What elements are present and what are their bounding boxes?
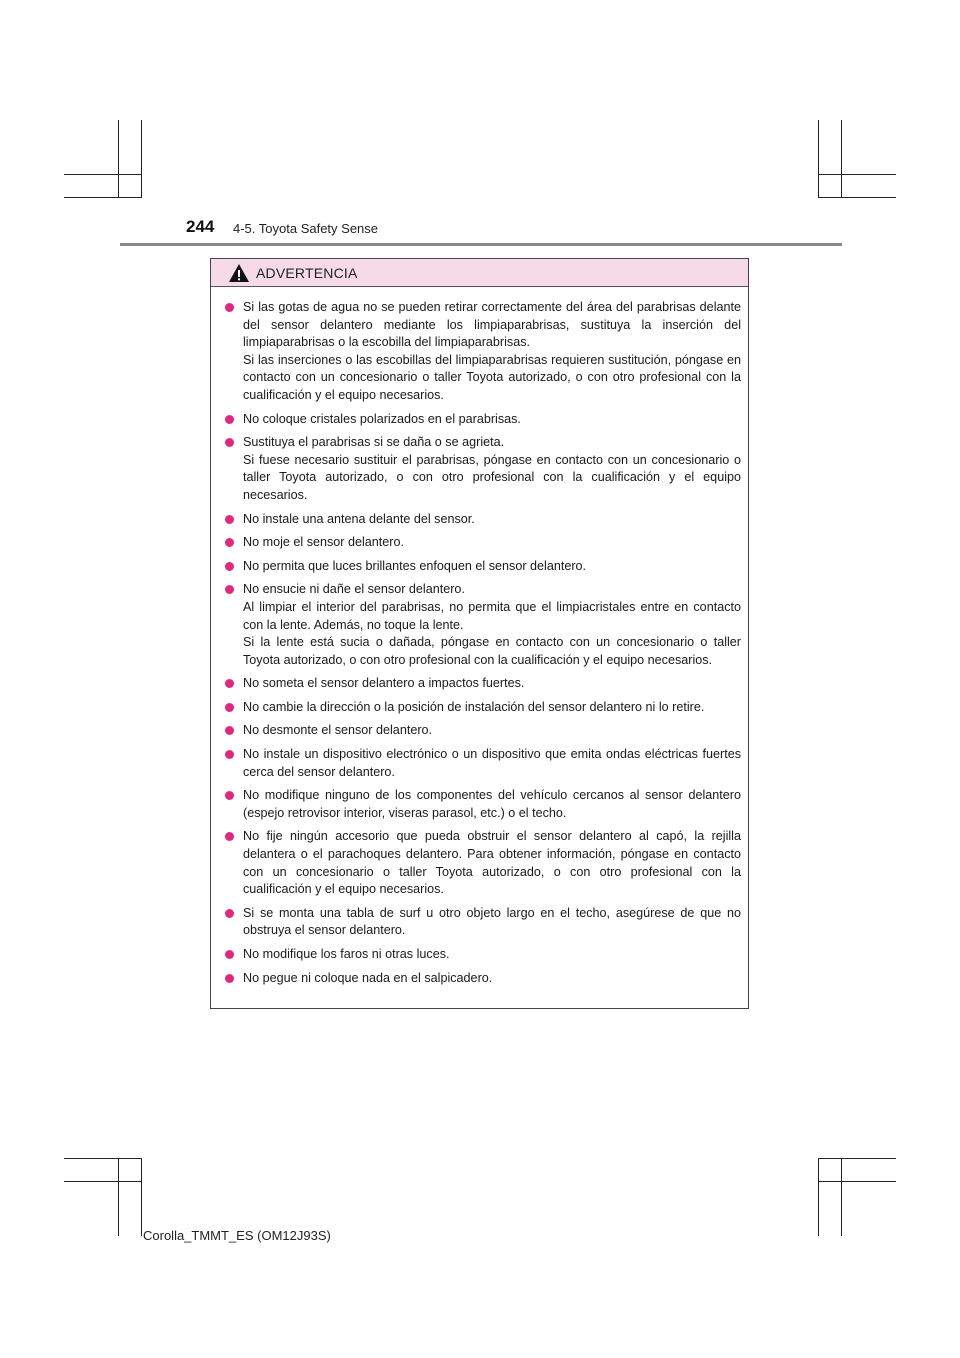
bullet-icon (225, 303, 234, 312)
warning-item (223, 581, 741, 669)
warning-item (223, 787, 741, 822)
document-id: Corolla_TMMT_ES (OM12J93S) (143, 1228, 331, 1243)
bullet-icon (225, 703, 234, 712)
crop-mark (818, 1181, 896, 1182)
warning-item (223, 970, 741, 988)
warning-item-text: No modifique los faros ni otras luces. (243, 947, 450, 961)
crop-mark (141, 120, 142, 198)
crop-mark (841, 1158, 842, 1236)
bullet-icon (225, 538, 234, 547)
warning-item-text: Si se monta una tabla de surf u otro objeto largo en el techo, asegúrese de que no obstruya el sensor delantero. (243, 905, 741, 938)
warning-list (211, 287, 748, 987)
warning-item-text: No cambie la dirección o la posición de instalación del sensor delantero ni lo retire. (243, 699, 705, 714)
warning-triangle-icon (228, 263, 250, 283)
warning-item (223, 434, 741, 504)
warning-item (223, 411, 741, 429)
bullet-icon (225, 726, 234, 735)
warning-title: ADVERTENCIA (256, 264, 358, 281)
warning-item-text: No moje el sensor delantero. (243, 535, 405, 550)
bullet-icon (225, 832, 234, 841)
bullet-icon (225, 415, 234, 424)
warning-item (223, 746, 741, 781)
warning-item (223, 534, 741, 552)
warning-item (223, 511, 741, 529)
crop-mark (818, 174, 896, 175)
warning-item (223, 558, 741, 576)
bullet-icon (225, 679, 234, 688)
warning-item-text: No pegue ni coloque nada en el salpicadero. (243, 970, 493, 985)
warning-item-text: No desmonte el sensor delantero. (243, 723, 433, 738)
warning-item-text: No permita que luces brillantes enfoquen el sensor delantero. (243, 558, 587, 573)
crop-mark (118, 1158, 119, 1236)
crop-mark (64, 1181, 142, 1182)
warning-header (211, 259, 748, 287)
warning-item-text: No instale una antena delante del sensor. (243, 511, 475, 526)
warning-item-text: No fije ningún accesorio que pueda obstruir el sensor delantero al capó, la rejilla delantera o el parachoques delantero. Para obtener información, póngase en contacto con un concesionario o taller Toyota autorizado, o con otro profesional con la cualificación y el equipo necesarios. (243, 829, 741, 897)
warning-item-text: Si la lente está sucia o dañada, póngase en contacto con un concesionario o taller Toyota autorizado, o con otro profesional con la cualificación y el equipo necesarios. (243, 635, 741, 667)
warning-item-text: No modifique ninguno de los componentes del vehículo cercanos al sensor delantero (espejo retrovisor interior, viseras parasol, etc.) o el techo. (243, 788, 741, 820)
warning-item-text: Si fuese necesario sustituir el parabrisas, póngase en contacto con un concesionario o taller Toyota autorizado, o con otro profesional con la cualificación y el equipo necesarios. (243, 452, 741, 502)
crop-mark (64, 197, 142, 198)
bullet-icon (225, 750, 234, 759)
warning-item (223, 722, 741, 740)
crop-mark (64, 174, 142, 175)
bullet-icon (225, 791, 234, 800)
warning-item-text: No ensucie ni dañe el sensor delantero. (243, 582, 465, 597)
warning-item-text: No someta el sensor delantero a impactos fuertes. (243, 676, 525, 691)
crop-mark (141, 1158, 142, 1236)
warning-item-text: Sustituya el parabrisas si se daña o se agrieta. (243, 435, 505, 450)
crop-mark (818, 197, 896, 198)
warning-item-text: Al limpiar el interior del parabrisas, no permita que el limpiacristales entre en contacto con la lente. Además, no toque la lente. (243, 599, 741, 632)
warning-item-text: Si las gotas de agua no se pueden retirar correctamente del área del parabrisas delante del sensor delantero mediante los limpiaparabrisas, sustituya la inserción del limpiaparabrisas o la escobilla del limpiaparabrisas. (243, 300, 741, 350)
crop-mark (64, 1158, 142, 1159)
warning-item (223, 675, 741, 693)
bullet-icon (225, 585, 234, 594)
bullet-icon (225, 562, 234, 571)
warning-item-text: No instale un dispositivo electrónico o un dispositivo que emita ondas eléctricas fuertes cerca del sensor delantero. (243, 747, 741, 779)
bullet-icon (225, 515, 234, 524)
warning-item (223, 828, 741, 898)
warning-box (210, 258, 749, 1009)
bullet-icon (225, 438, 234, 447)
warning-item (223, 905, 741, 940)
warning-item (223, 299, 741, 405)
crop-mark (118, 120, 119, 198)
warning-item-text: Si las inserciones o las escobillas del limpiaparabrisas requieren sustitución, póngase en contacto con un concesionario o taller Toyota autorizado, o con otro profesional con la cualificación y el equipo necesarios. (243, 352, 741, 402)
section-title: 4-5. Toyota Safety Sense (233, 221, 379, 236)
header-rule (120, 243, 842, 246)
crop-mark (818, 120, 819, 198)
bullet-icon (225, 909, 234, 918)
warning-item-text: No coloque cristales polarizados en el parabrisas. (243, 411, 521, 426)
bullet-icon (225, 950, 234, 959)
bullet-icon (225, 974, 234, 983)
warning-item (223, 699, 741, 717)
crop-mark (841, 120, 842, 198)
crop-mark (818, 1158, 896, 1159)
page-number: 244 (186, 217, 215, 236)
warning-item (223, 946, 741, 964)
crop-mark (818, 1158, 819, 1236)
